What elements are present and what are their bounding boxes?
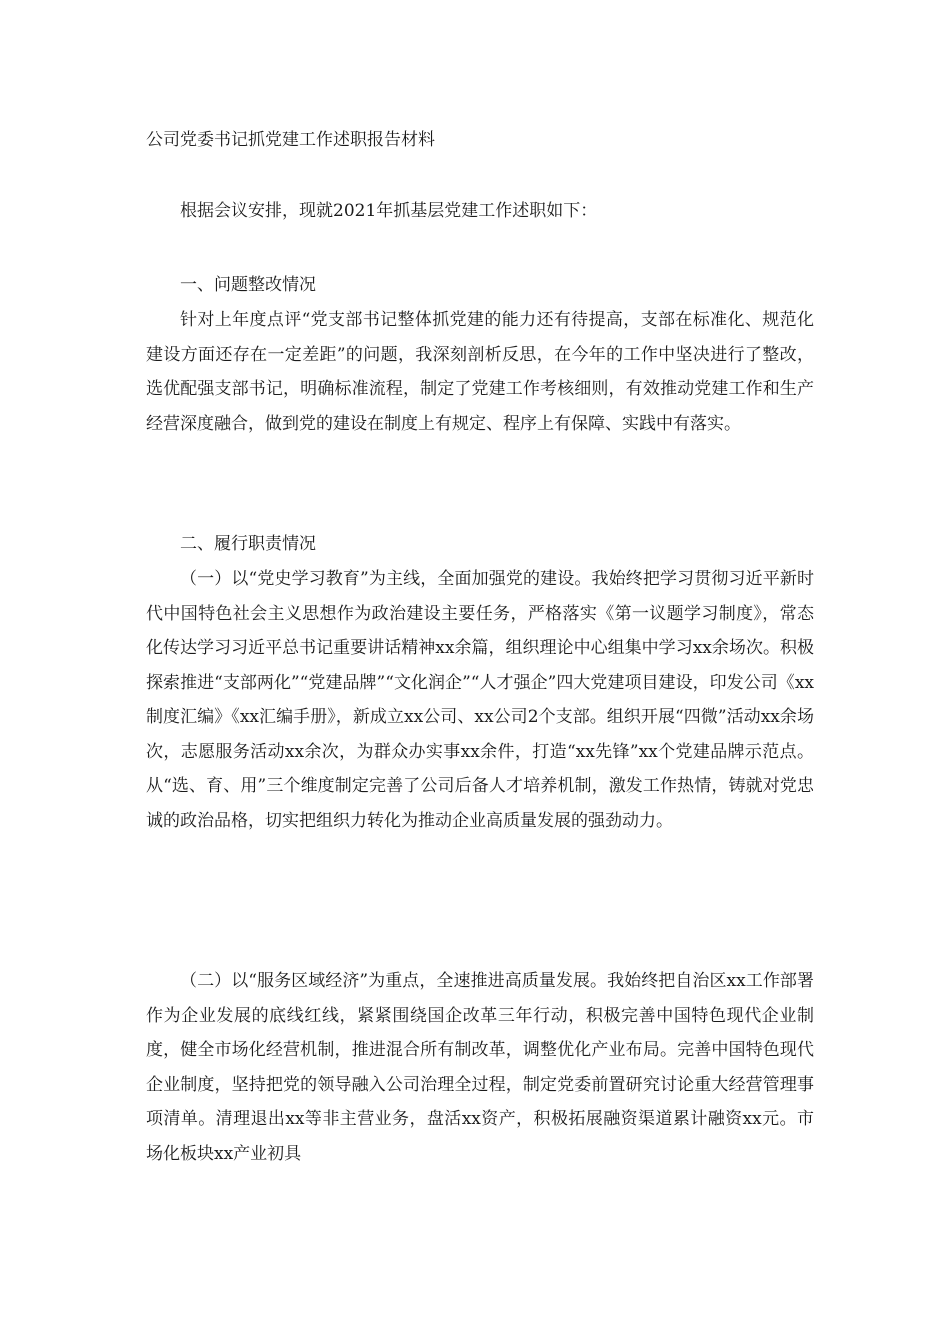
paragraph-problem-rectification: 针对上年度点评“党支部书记整体抓党建的能力还有待提高，支部在标准化、规范化建设方面还存在一定差距”的问题，我深刻剖析反思，在今年的工作中坚决进行了整改，选优配强支部书记，明确标准流程，制定了党建工作考核细则，有效推动党建工作和生产经营深度融合，做到党的建设在制度上有规定、程序上有保障、实践中有落实。 xyxy=(146,310,814,434)
section-heading-problem-rectification: 一、问题整改情况 xyxy=(180,275,316,295)
paragraph-regional-economy: （二）以“服务区域经济”为重点，全速推进高质量发展。我始终把自治区xx工作部署作为企业发展的底线红线，紧紧围绕国企改革三年行动，积极完善中国特色现代企业制度，健全市场化经营机制，推进混合所有制改革，调整优化产业布局。完善中国特色现代企业制度，坚持把党的领导融入公司治理全过程，制定党委前置研究讨论重大经营管理事项清单。清理退出xx等非主营业务，盘活xx资产，积极拓展融资渠道累计融资xx元。市场化板块xx产业初具 xyxy=(146,971,814,1164)
document-title: 公司党委书记抓党建工作述职报告材料 xyxy=(146,130,435,150)
intro-paragraph: 根据会议安排，现就2021年抓基层党建工作述职如下： xyxy=(180,201,598,221)
section-heading-duty-performance: 二、履行职责情况 xyxy=(180,534,316,554)
paragraph-party-history-education: （一）以“党史学习教育”为主线，全面加强党的建设。我始终把学习贯彻习近平新时代中国特色社会主义思想作为政治建设主要任务，严格落实《第一议题学习制度》，常态化传达学习习近平总书记重要讲话精神xx余篇，组织理论中心组集中学习xx余场次。积极探索推进“支部两化”“党建品牌”“文化润企”“人才强企”四大党建项目建设，印发公司《xx制度汇编》《xx汇编手册》，新成立xx公司、xx公司2个支部。组织开展“四微”活动xx余场次，志愿服务活动xx余次，为群众办实事xx余件，打造“xx先锋”xx个党建品牌示范点。从“选、育、用”三个维度制定完善了公司后备人才培养机制，激发工作热情，铸就对党忠诚的政治品格，切实把组织力转化为推动企业高质量发展的强劲动力。 xyxy=(146,569,814,831)
